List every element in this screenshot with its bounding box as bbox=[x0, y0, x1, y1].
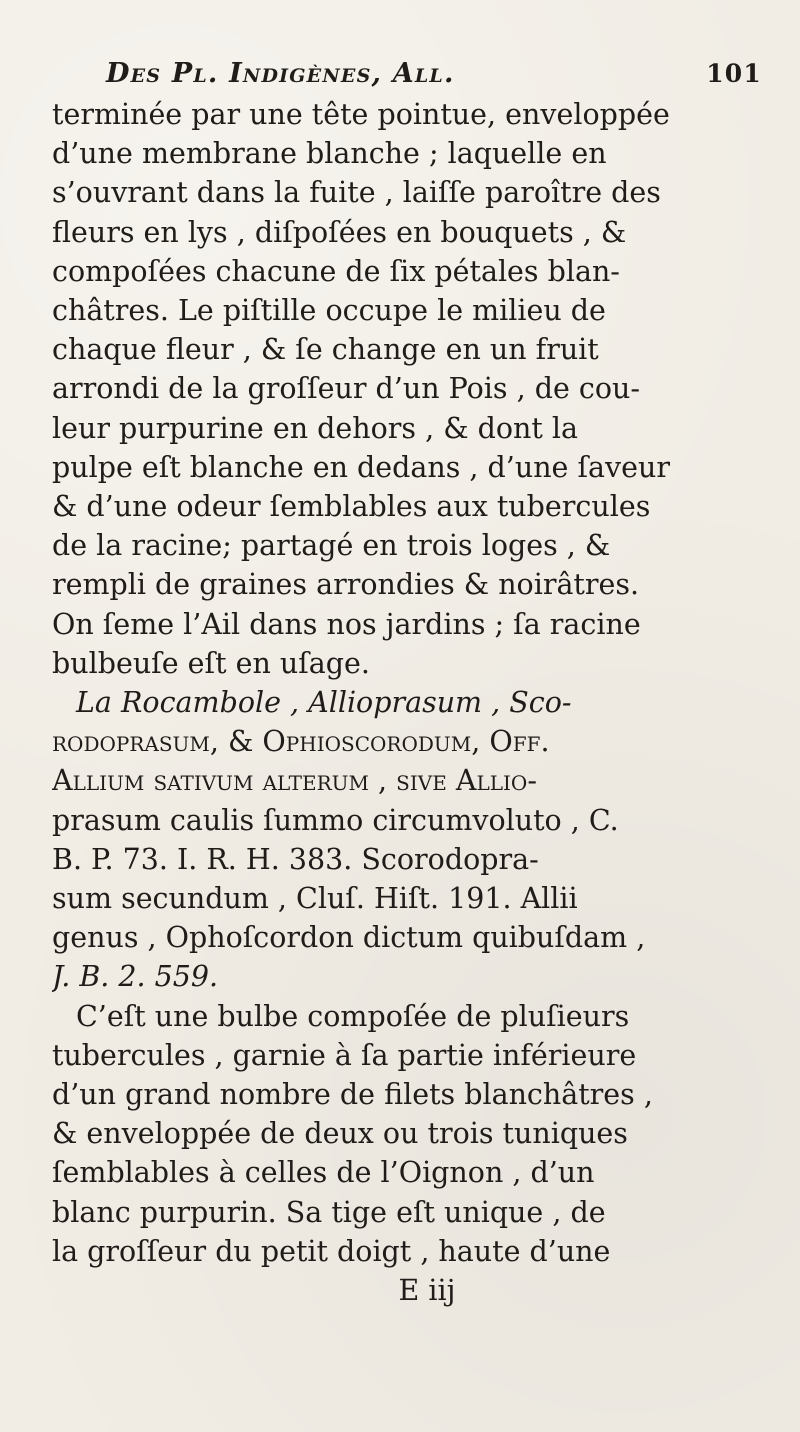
text-line: tubercules , garnie à ſa partie inférieure bbox=[52, 1038, 637, 1072]
synonym-line: rodoprasum, & Ophioscorodum, Off. bbox=[52, 725, 550, 759]
text-line: arrondi de la groſſeur d’un Pois , de cou- bbox=[52, 372, 640, 406]
text-line: compoſées chacune de ſix pétales blan- bbox=[52, 254, 620, 288]
synonym-line: B. P. 73. I. R. H. 383. Scorodopra- bbox=[52, 842, 539, 876]
synonym-line: sum secundum , Cluſ. Hiſt. 191. Allii bbox=[52, 882, 578, 916]
text-line: chaque fleur , & ſe change en un fruit bbox=[52, 333, 599, 367]
text-line: & d’une odeur ſemblables aux tubercules bbox=[52, 490, 651, 524]
running-title: Des Pl. Indigènes, All. bbox=[106, 58, 455, 89]
text-line: terminée par une tête pointue, enveloppée bbox=[52, 98, 670, 131]
page-number: 101 bbox=[706, 59, 762, 88]
synonym-line: genus , Ophoſcordon dictum quibuſdam , bbox=[52, 921, 646, 955]
text-line: la groſſeur du petit doigt , haute d’une bbox=[52, 1234, 611, 1268]
text-line: blanc purpurin. Sa tige eſt unique , de bbox=[52, 1195, 606, 1229]
text-line: ſemblables à celles de l’Oignon , d’un bbox=[52, 1156, 595, 1190]
text-line: fleurs en lys , diſpoſées en bouquets , & bbox=[52, 215, 627, 249]
text-line: s’ouvrant dans la fuite , laiſſe paroître des bbox=[52, 176, 661, 210]
synonym-line: Allium sativum alterum , ſive Allio- bbox=[52, 764, 537, 798]
text-line: châtres. Le piſtille occupe le milieu de bbox=[52, 294, 606, 328]
synonym-line: prasum caulis ſummo circumvoluto , C. bbox=[52, 803, 619, 837]
text-line: leur purpurine en dehors , & dont la bbox=[52, 411, 578, 445]
signature-mark: E iij bbox=[398, 1274, 456, 1308]
text-line: bulbeuſe eſt en uſage. bbox=[52, 646, 370, 680]
running-header bbox=[106, 58, 762, 89]
text-line: C’eſt une bulbe compoſée de pluſieurs bbox=[76, 999, 630, 1033]
text-line: & enveloppée de deux ou trois tuniques bbox=[52, 1117, 628, 1151]
text-line: rempli de graines arrondies & noirâtres. bbox=[52, 568, 640, 602]
text-line: pulpe eſt blanche en dedans , d’une ſaveur bbox=[52, 450, 670, 484]
text-line: d’une membrane blanche ; laquelle en bbox=[52, 137, 607, 171]
text-line: On ſeme l’Ail dans nos jardins ; ſa racine bbox=[52, 607, 641, 641]
text-line: d’un grand nombre de filets blanchâtres , bbox=[52, 1078, 653, 1112]
section-heading-line: La Rocambole , Alliοprasum , Sco- bbox=[76, 686, 572, 720]
synonym-line: J. B. 2. 559. bbox=[52, 960, 219, 994]
text-line: de la racine; partagé en trois loges , & bbox=[52, 529, 611, 563]
